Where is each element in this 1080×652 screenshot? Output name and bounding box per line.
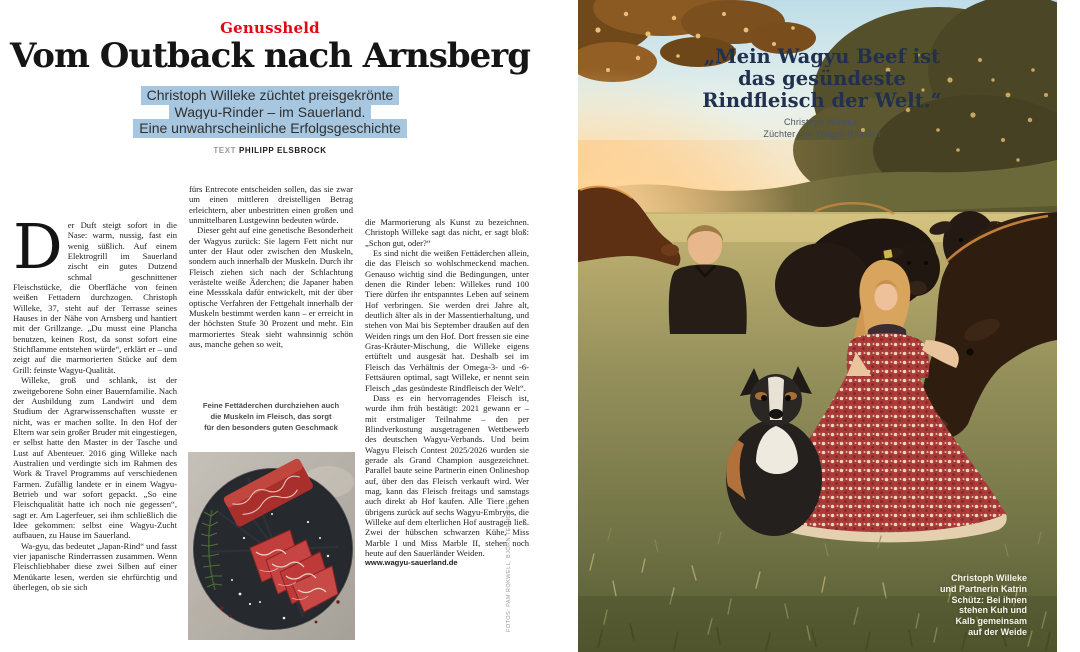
steak-photo-illustration bbox=[188, 452, 355, 640]
hero-photo bbox=[578, 0, 1057, 652]
pull-quote-attribution: Christoph Willeke, Züchter von Wagyu-Rindern bbox=[763, 117, 881, 139]
article-column-3 bbox=[365, 217, 529, 569]
steak-photo bbox=[188, 452, 355, 640]
website-link: www.wagyu-sauerland.de bbox=[365, 558, 458, 568]
byline-author: PHILIPP ELSBROCK bbox=[239, 146, 327, 155]
photo-credit: FOTOS: PAM ROKWELL, BJÖRN TERHORST bbox=[506, 501, 512, 632]
paragraph: Dass es ein hervorragendes Fleisch ist, wurde ihm früh bestätigt: 2021 gewann er – mit erstmaliger Teilnahme – den per Blindverkostung ausgetragenen Wettbewerb des deutschen Wagyu-Verbands. Und beim Wagyu Fleisch Contest 2025/2026 wurden sie gerade als Grand Champion ausgezeichnet. Parallel baute seine Partnerin einen Onlineshop auf, über den das Fleisch verkauft wird. Wer mag, kann das Fleisch freitags und samstags auch direkt ab Hof kaufen. Alle Tiere gehen übrigens zurück auf sechs Wagyu-Embryos, die Willeke auf dem elterlichen Hof austragen ließ. Zwei der hübschen schwarzen Kühe, Miss Marble I und Miss Marble II, stehen noch heute auf den Sauerländer Weiden. bbox=[365, 392, 529, 558]
article-column-2 bbox=[189, 184, 353, 350]
paragraph: Wa-gyu, das bedeutet „Japan-Rind“ und fasst vier japanische Rinderrassen zusammen. Wenn Fleischliebhaber diese zwei Silben auf einer Menükarte lesen, werden sie ehrfürchtig und überlegen, ob sie sich bbox=[13, 540, 177, 593]
article-column-1 bbox=[13, 210, 177, 593]
paragraph: Es sind nicht die weißen Fettäderchen allein, die das Fleisch so wohlschmeckend machen. Genauso wichtig sind die Bedingungen, unter denen die Rinder leben: Willekes rund 100 Tiere dürfen ihr entspanntes Leben auf seinem Hof verbringen. Sie werden drei Jahre alt, deutlich älter als in der Massentierhaltung, und stehen von Mai bis September draußen auf den Weiden rings um den Hof. Dort fressen sie eine Gras-Kräuter-Mischung, die Willeke eigens ertüftelt und ausgesät hat. Deshalb sei im Fleisch das Verhältnis der Omega-3- und -6-Fettsäuren optimal, sagt Willeke, er nennt sein Fleisch „das gesündeste Rindfleisch der Welt“. bbox=[365, 248, 529, 393]
subtitle-line: Wagyu-Rinder – im Sauerland. bbox=[0, 104, 540, 121]
pull-quote bbox=[662, 46, 982, 140]
paragraph: Dieser geht auf eine genetische Besonderheit der Wagyus zurück: Sie lagern Fett nicht nur unter der Haut oder zwischen den Muskeln, sondern auch innerhalb der Muskeln. Durch ihr Fleisch ziehen sich nach der Schlachtung verästelte weiße Äderchen; die Japaner haben eine Messskala dafür entwickelt, mit der über optische Verfahren der Fettgehalt innerhalb der Muskeln bestimmt werden kann – er erreicht in der höchsten Stufe 30 Prozent und mehr. Ein marmoriertes Steak sieht wahnsinnig schön aus, manche gehen so weit, bbox=[189, 225, 353, 350]
pull-quote-line: „Mein Wagyu Beef ist bbox=[703, 45, 941, 68]
byline bbox=[0, 146, 540, 155]
hero-photo-caption: Christoph Willeke und Partnerin Katrin Schütz: Bei ihnen stehen Kuh und Kalb gemeinsam auf der Weide bbox=[939, 573, 1027, 637]
paragraph: Willeke, groß und schlank, ist der zweitgeborene Sohn einer Bauernfamilie. Nach der Ausbildung zum Landwirt und dem Studium der Agrarwissenschaften wusste er nicht, was er machen sollte. In den Hof der Eltern war sein großer Bruder mit eingestiegen, er selbst hatte den Master in der Tasche und Lust auf Abenteuer. 2016 ging Willeke nach Australien und verdingte sich im Rahmen des Work & Travel Programms auf verschiedenen Farmen. Zufällig landete er in einem Wagyu-Betrieb und war sofort gepackt. „So eine Fleischqualität hatte ich noch nie gegessen“, sagt er. Am Lagerfeuer, sei ihm schließlich die Idee gekommen: selbst eine Wagyu-Zucht aufbauen, zu Hause im Sauerland. bbox=[13, 375, 177, 541]
steak-figure-caption: Feine Fettäderchen durchziehen auch die Muskeln im Fleisch, das sorgt für den besonders guten Geschmack bbox=[202, 401, 340, 432]
dropcap: D bbox=[13, 210, 63, 283]
pull-quote-line: Rindfleisch der Welt.“ bbox=[702, 89, 942, 113]
paragraph: die Marmorierung als Kunst zu bezeichnen. Christoph Willeke sagt das nicht, er sagt bloß: „Schon gut, oder?“ bbox=[365, 217, 529, 248]
pull-quote-line: das gesündeste bbox=[738, 67, 906, 91]
byline-label: TEXT bbox=[213, 146, 237, 155]
paragraph: fürs Entrecote entscheiden sollen, das sie zwar um einen mittleren dreistelligen Betrag erleichtern, aber unbestritten einen großen und unmittelbaren Lustgewinn bedeuten würde. bbox=[189, 184, 353, 226]
subtitle-line: Christoph Willeke züchtet preisgekrönte bbox=[0, 87, 540, 104]
paragraph: Der Duft steigt sofort in die Nase: warm, nussig, fast ein wenig süßlich. Auf einem Elektrogrill im Sauerland zischt ein gutes Dutzend schmal geschnittener Fleischstücke, die Oberfläche von feinen weißen Fettadern durchzogen. Christoph Willeke, 37, steht auf der Terrasse seines Hauses in der Nähe von Arnsberg und hantiert mit der Grillzange. „Du musst eine Plancha benutzen, keinen Rost, da sonst sofort eine Stichflamme entstehen würde“, erklärt er – und zeigt auf die marmorierten Stücke auf dem Grill: feinste Wagyu-Qualität. bbox=[13, 210, 177, 375]
kicker: Genussheld bbox=[220, 19, 320, 37]
subtitle-line: Eine unwahrscheinliche Erfolgsgeschichte bbox=[0, 120, 540, 137]
page-title: Vom Outback nach Arnsberg bbox=[10, 36, 530, 76]
subtitle bbox=[0, 87, 540, 137]
